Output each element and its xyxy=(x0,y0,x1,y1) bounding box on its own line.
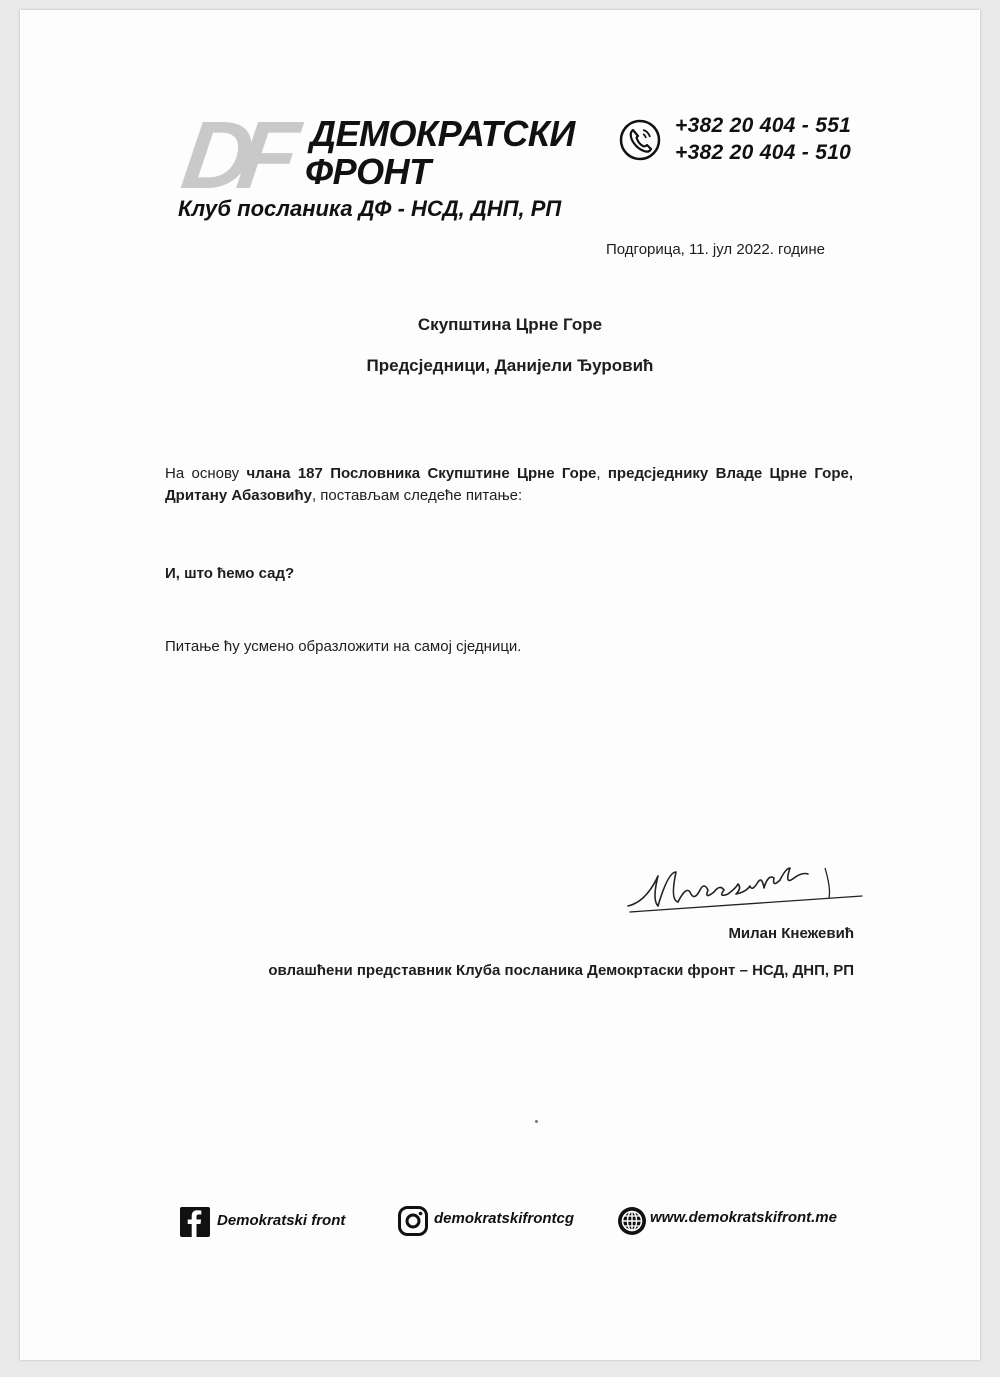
instagram-link[interactable]: demokratskifrontcg xyxy=(434,1210,575,1227)
club-subtitle: Клуб посланика ДФ - НСД, ДНП, РП xyxy=(178,196,562,221)
instagram-icon xyxy=(398,1206,428,1236)
signer-name: Милан Кнежевић xyxy=(728,925,854,942)
recipient-person: Предсједници, Данијели Ђуровић xyxy=(366,356,654,375)
globe-icon xyxy=(617,1206,647,1236)
para-intro: На основу xyxy=(165,465,247,482)
website-link[interactable]: www.demokratskifront.me xyxy=(650,1209,837,1226)
para-article-ref: члана 187 Пословника Скупштине Црне Горе xyxy=(246,465,597,482)
question-text: И, што ћемо сад? xyxy=(165,565,295,582)
closing-text: Питање ћу усмено образложити на самој сједници. xyxy=(165,638,522,655)
phone-number-2: +382 20 404 - 510 xyxy=(675,141,852,164)
para-separator: , xyxy=(596,465,608,482)
svg-text:DF: DF xyxy=(176,102,292,209)
phone-icon xyxy=(618,118,662,162)
brand-title-line2: ФРОНТ xyxy=(305,151,431,192)
brand-title-line1: ДЕМОКРАТСКИ xyxy=(310,113,575,154)
recipient-institution: Скупштина Црне Горе xyxy=(417,315,603,334)
para-end: , постављам следеће питање: xyxy=(311,487,523,504)
signer-title: овлашћени представник Клуба посланика Демокртаски фронт – НСД, ДНП, РП xyxy=(268,962,854,979)
scan-speck xyxy=(535,1120,538,1123)
body-paragraph xyxy=(165,463,853,507)
date-line: Подгорица, 11. јул 2022. године xyxy=(606,241,825,258)
handwritten-signature xyxy=(620,862,870,922)
facebook-link[interactable]: Demokratski front xyxy=(217,1212,346,1229)
facebook-icon xyxy=(180,1207,210,1237)
phone-number-1: +382 20 404 - 551 xyxy=(675,114,852,137)
letter-page xyxy=(20,10,980,1360)
para-addressee: предсједнику Владе Црне Горе, Дритану Абазовићу xyxy=(165,465,853,504)
